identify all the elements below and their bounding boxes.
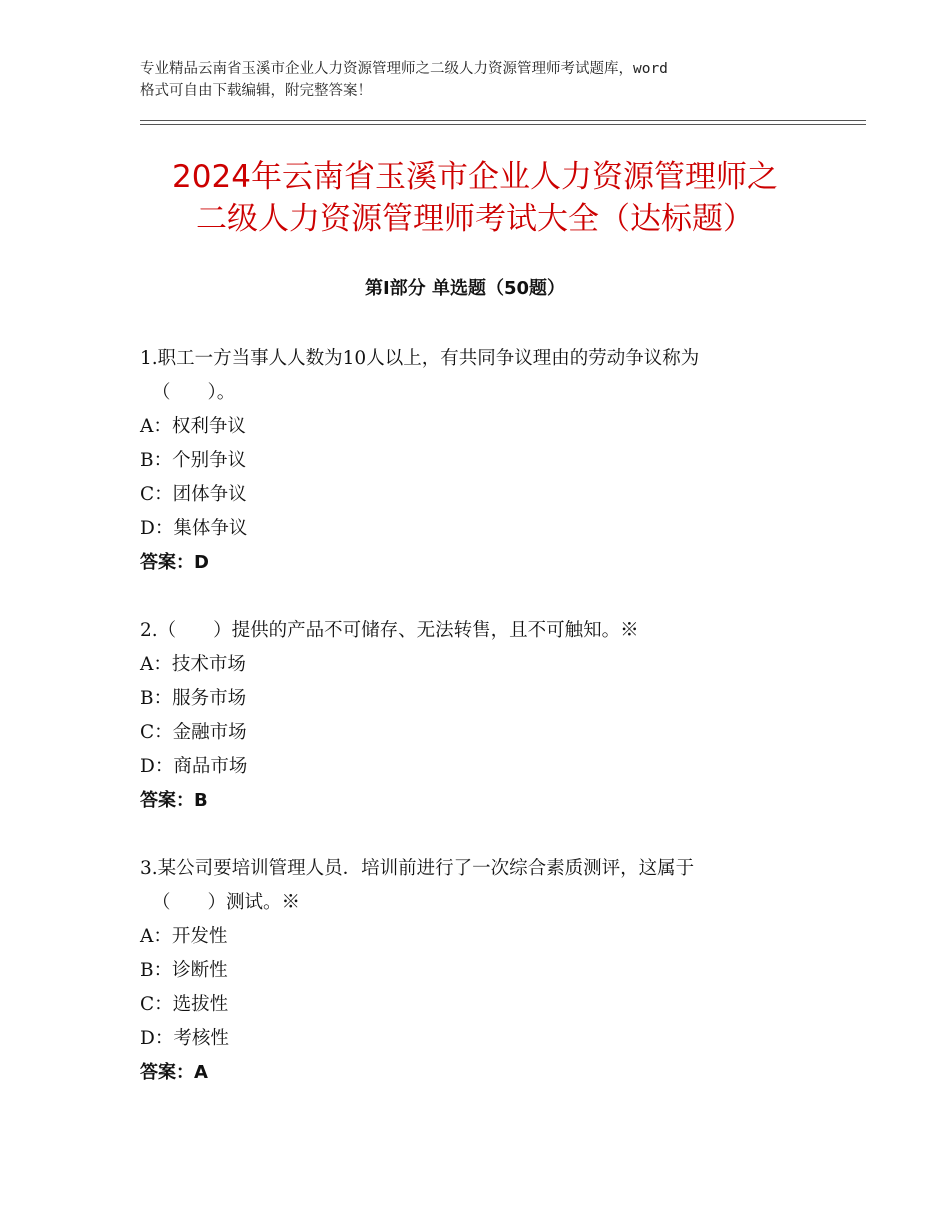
option-a: A：权利争议 [140, 416, 246, 437]
question-stem-line-1: 3.某公司要培训管理人员．培训前进行了一次综合素质测评，这属于 [140, 858, 695, 879]
header-rule-top [140, 120, 866, 121]
question-stem-line-1: 2.（ ）提供的产品不可储存、无法转售，且不可触知。※ [140, 620, 639, 641]
document-title-line-1: 2024年云南省玉溪市企业人力资源管理师之 [172, 159, 778, 195]
question-stem-line-1: 1.职工一方当事人人数为10人以上，有共同争议理由的劳动争议称为 [140, 348, 700, 369]
header-rule-bottom [140, 124, 866, 125]
option-a: A：技术市场 [140, 654, 246, 675]
option-b: B：个别争议 [140, 450, 247, 471]
question-stem [140, 342, 820, 410]
option-d: D：商品市场 [140, 756, 248, 777]
answer: 答案：D [140, 552, 209, 573]
option-c: C：金融市场 [140, 722, 247, 743]
question-stem [140, 614, 820, 648]
question-stem-line-2: （ ）测试。※ [152, 892, 301, 913]
answer: 答案：B [140, 790, 208, 811]
question-1 [140, 342, 820, 580]
option-c: C：团体争议 [140, 484, 247, 505]
document-title-line-2: 二级人力资源管理师考试大全（达标题） [196, 201, 754, 237]
question-2 [140, 614, 820, 818]
answer: 答案：A [140, 1062, 208, 1083]
option-b: B：诊断性 [140, 960, 228, 981]
header-note [140, 58, 840, 102]
option-c: C：选拔性 [140, 994, 229, 1015]
option-d: D：集体争议 [140, 518, 248, 539]
option-b: B：服务市场 [140, 688, 247, 709]
question-stem [140, 852, 820, 920]
option-a: A：开发性 [140, 926, 228, 947]
document-title [120, 156, 830, 240]
option-d: D：考核性 [140, 1028, 229, 1049]
section-title: 第Ⅰ部分 单选题（50题） [364, 278, 565, 299]
question-3 [140, 852, 820, 1090]
header-note-line-1: 专业精品云南省玉溪市企业人力资源管理师之二级人力资源管理师考试题库，word [140, 61, 668, 77]
question-stem-line-2: （ ）。 [152, 382, 236, 403]
header-note-line-2: 格式可自由下载编辑，附完整答案！ [140, 83, 372, 99]
